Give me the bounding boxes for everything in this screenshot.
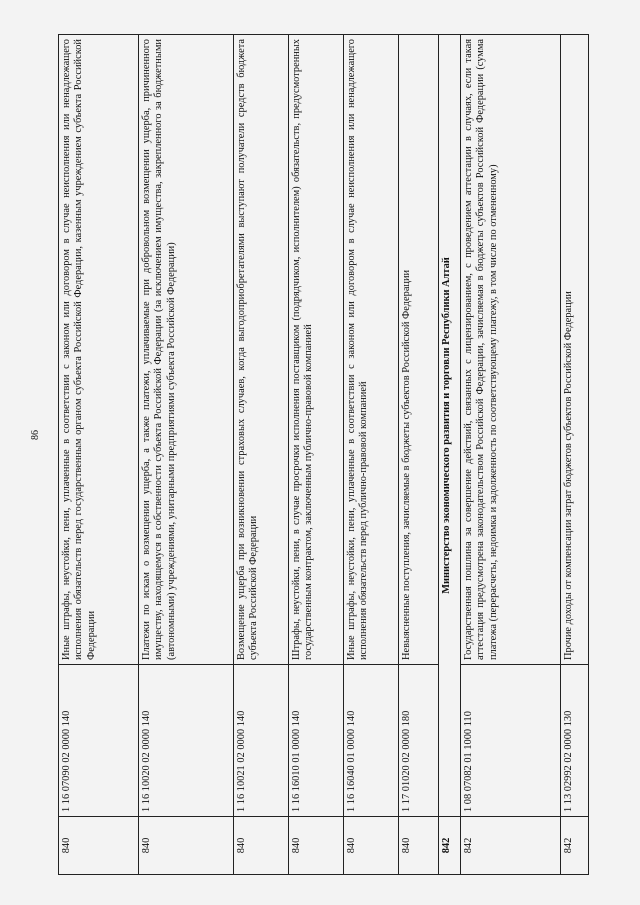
ministry-header-row — [439, 35, 461, 875]
admin-code-cell: 842 — [561, 817, 589, 875]
revenue-description-cell: Невыясненные поступления, зачисляемые в бюджеты субъектов Российской Федерации — [399, 35, 439, 665]
ministry-code-cell: 842 — [439, 817, 461, 875]
page-number: 86 — [30, 430, 41, 440]
table-row — [344, 35, 399, 875]
revenue-description-cell: Государственная пошлина за совершение действий, связанных с лицензированием, с проведением аттестации в случаях, если такая аттестация предусмотрена законодательством Российской Федерации, зачисляемая в бюджеты субъектов Российской Федерации (сумма платежа (перерасчеты, недоимка и задолженность по соответствующему платежу, в том числе по отмененному) — [461, 35, 561, 665]
revenue-description-cell: Прочие доходы от компенсации затрат бюджетов субъектов Российской Федерации — [561, 35, 589, 665]
admin-code-cell: 840 — [344, 817, 399, 875]
kbk-code-cell: 1 16 10021 02 0000 140 — [234, 665, 289, 817]
admin-code-cell: 840 — [399, 817, 439, 875]
kbk-code-cell: 1 16 10020 02 0000 140 — [139, 665, 234, 817]
table-row — [399, 35, 439, 875]
revenue-description-cell: Иные штрафы, неустойки, пени, уплаченные в соответствии с законом или договором в случае неисполнения или ненадлежащего исполнения обязательств перед публично-правовой компанией — [344, 35, 399, 665]
table-row — [461, 35, 561, 875]
kbk-code-cell: 1 17 01020 02 0000 180 — [399, 665, 439, 817]
table-row — [234, 35, 289, 875]
table-row — [139, 35, 234, 875]
revenue-description-cell: Иные штрафы, неустойки, пени, уплаченные в соответствии с законом или договором в случае неисполнения или ненадлежащего исполнения обязательств перед государственным органом субъекта Российской Федерации, казенным учреждением субъекта Российской Федерации — [59, 35, 139, 665]
admin-code-cell: 840 — [234, 817, 289, 875]
kbk-code-cell: 1 16 07090 02 0000 140 — [59, 665, 139, 817]
ministry-title: Министерство экономического развития и торговли Республики Алтай — [439, 35, 461, 817]
kbk-code-cell: 1 08 07082 01 1000 110 — [461, 665, 561, 817]
table-row — [59, 35, 139, 875]
kbk-code-cell: 1 16 16040 01 0000 140 — [344, 665, 399, 817]
revenue-table-wrapper — [58, 35, 588, 875]
revenue-codes-table — [58, 34, 589, 875]
admin-code-cell: 842 — [461, 817, 561, 875]
admin-code-cell: 840 — [289, 817, 344, 875]
admin-code-cell: 840 — [139, 817, 234, 875]
kbk-code-cell: 1 13 02992 02 0000 130 — [561, 665, 589, 817]
admin-code-cell: 840 — [59, 817, 139, 875]
revenue-description-cell: Штрафы, неустойки, пени, в случае просрочки исполнения поставщиком (подрядчиком, исполнителем) обязательств, предусмотренных государственным контрактом, заключенным публично-правовой компанией — [289, 35, 344, 665]
table-row — [289, 35, 344, 875]
kbk-code-cell: 1 16 16010 01 0000 140 — [289, 665, 344, 817]
revenue-description-cell: Возмещение ущерба при возникновении страховых случаев, когда выгодоприобретателями выступают получатели средств бюджета субъекта Российской Федерации — [234, 35, 289, 665]
table-row — [561, 35, 589, 875]
revenue-description-cell: Платежи по искам о возмещении ущерба, а также платежи, уплачиваемые при добровольном возмещении ущерба, причиненного имуществу, находящемуся в собственности субъекта Российской Федерации (за исключением имущества, закрепленного за бюджетными (автономными) учреждениями, унитарными предприятиями субъекта Российской Федерации) — [139, 35, 234, 665]
